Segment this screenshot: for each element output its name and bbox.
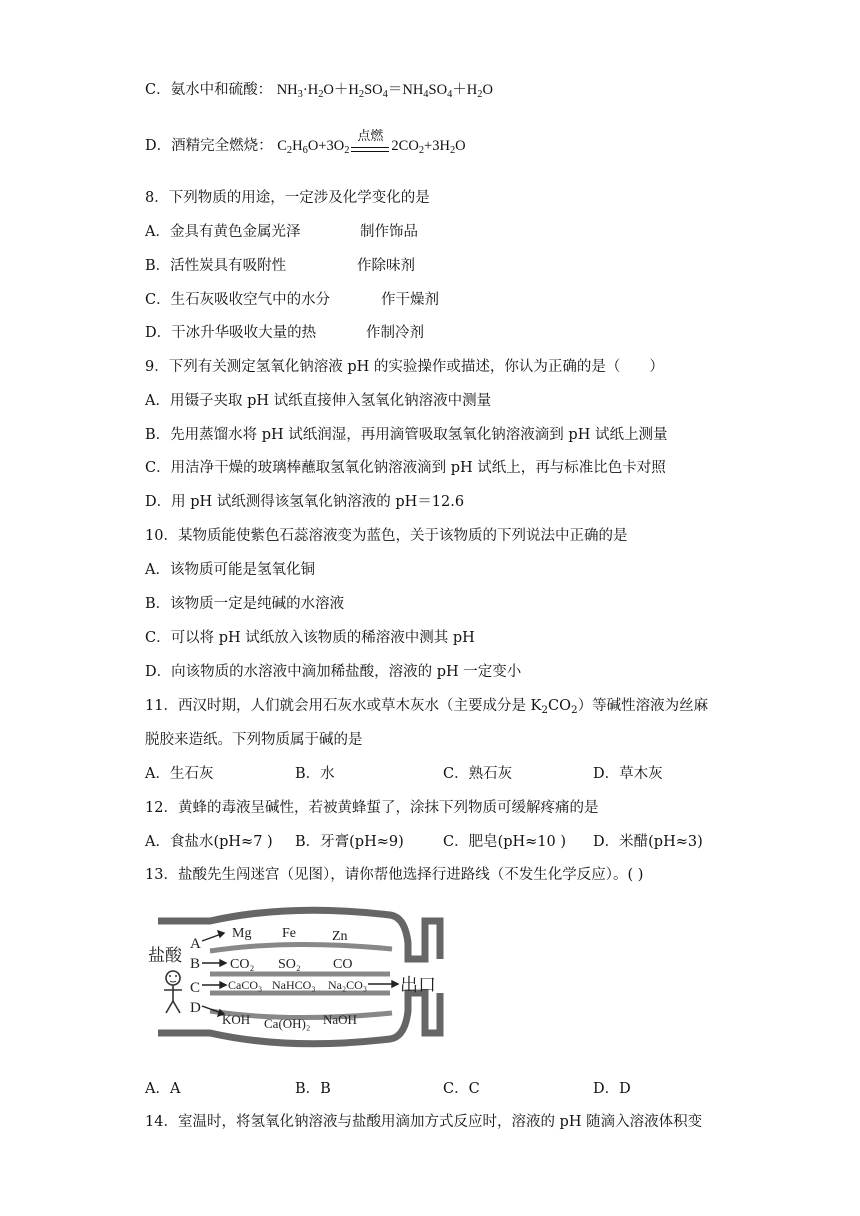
row-b-item-3: CO (333, 957, 353, 972)
row-a-item-3: Zn (332, 929, 348, 944)
q14-stem: 14．室温时，将氢氧化钠溶液与盐酸用滴加方式反应时，溶液的 pH 随滴入溶液体积变 (145, 1114, 703, 1130)
q8-option-c[interactable]: C．生石灰吸收空气中的水分 作干燥剂 (145, 292, 439, 308)
q9-option-c[interactable]: C．用洁净干燥的玻璃棒蘸取氢氧化钠溶液滴到 pH 试纸上，再与标准比色卡对照 (145, 460, 666, 476)
q13-option-d[interactable]: D．D (593, 1081, 631, 1097)
arrow-a (218, 931, 224, 937)
q7c-equation: $NH_3\cdot H_2O+H_2SO_4=NH_4SO_4+H_2O$ (276, 82, 493, 101)
q9-stem: 9．下列有关测定氢氧化钠溶液 pH 的实验操作或描述，你认为正确的是（ ） (145, 359, 664, 375)
q11-stem-line2: 脱胶来造纸。下列物质属于碱的是 (145, 732, 363, 748)
q13-option-b[interactable]: B．B (295, 1081, 331, 1097)
route-a-letter: A (190, 936, 201, 952)
arrow-b (220, 960, 226, 966)
row-c-item-2: NaHCO₃ (272, 978, 316, 992)
row-d-item-2: Ca(OH)₂ (264, 1016, 311, 1031)
q11-option-a[interactable]: A．生石灰 (145, 766, 214, 782)
row-d-item-1: KOH (222, 1012, 251, 1027)
acid-person-icon (164, 971, 182, 1013)
person-label: 盐酸 (148, 946, 182, 965)
q9-option-b[interactable]: B．先用蒸馏水将 pH 试纸润湿，再用滴管吸取氢氧化钠溶液滴到 pH 试纸上测量 (145, 427, 668, 443)
q7c-label: C．氨水中和硫酸： (145, 82, 273, 98)
maze-figure (140, 893, 460, 1053)
q12-option-d[interactable]: D．米醋(pH≈3) (593, 834, 703, 850)
q7d-equation: $C_2H_6O+3O_2$ 点燃 $2CO_2+3H_2O$ (277, 138, 465, 154)
q10-option-d[interactable]: D．向该物质的水溶液中滴加稀盐酸，溶液的 pH 一定变小 (145, 664, 522, 680)
q13-option-c[interactable]: C．C (443, 1081, 480, 1097)
route-c-letter: C (190, 980, 201, 996)
q8-option-b[interactable]: B．活性炭具有吸附性 作除味剂 (145, 258, 415, 274)
q10-stem: 10．某物质能使紫色石蕊溶液变为蓝色，关于该物质的下列说法中正确的是 (145, 528, 628, 544)
row-b-item-1: CO₂ (230, 957, 255, 972)
q12-option-c[interactable]: C．肥皂(pH≈10 ) (443, 834, 567, 850)
q11-option-b[interactable]: B．水 (295, 766, 335, 782)
q7d-label: D．酒精完全燃烧： (145, 138, 273, 154)
q9-option-a[interactable]: A．用镊子夹取 pH 试纸直接伸入氢氧化钠溶液中测量 (145, 393, 492, 409)
q13-option-a[interactable]: A．A (145, 1081, 181, 1097)
row-b-item-2: SO₂ (278, 957, 301, 972)
q8-stem: 8．下列物质的用途，一定涉及化学变化的是 (145, 190, 430, 206)
q10-option-c[interactable]: C．可以将 pH 试纸放入该物质的稀溶液中测其 pH (145, 630, 475, 646)
reaction-condition: 点燃 (349, 135, 391, 159)
divider-1 (210, 944, 392, 951)
row-d-item-3: NaOH (323, 1012, 357, 1027)
q12-stem: 12．黄蜂的毒液呈碱性，若被黄蜂蜇了，涂抹下列物质可缓解疼痛的是 (145, 800, 599, 816)
row-a-item-2: Fe (282, 926, 296, 941)
exit-label: 出口 (400, 975, 436, 995)
q13-stem: 13．盐酸先生闯迷宫（见图），请你帮他选择行进路线（不发生化学反应）。( ) (145, 867, 644, 883)
exit-arrow (392, 981, 398, 987)
route-b-letter: B (190, 956, 201, 972)
q7-option-c (145, 78, 493, 99)
route-d-letter: D (190, 1000, 201, 1016)
q12-option-a[interactable]: A．食盐水(pH≈7 ) (145, 834, 273, 850)
q10-option-b[interactable]: B．该物质一定是纯碱的水溶液 (145, 596, 345, 612)
q7-option-d (145, 127, 466, 159)
q8-option-a[interactable]: A．金具有黄色金属光泽 制作饰品 (145, 224, 418, 240)
q8-option-d[interactable]: D．干冰升华吸收大量的热 作制冷剂 (145, 325, 424, 341)
q12-option-b[interactable]: B．牙膏(pH≈9) (295, 834, 404, 850)
arrow-c (220, 982, 226, 988)
q11-option-c[interactable]: C．熟石灰 (443, 766, 513, 782)
q11-stem: 11．西汉时期，人们就会用石灰水或草木灰水（主要成分是 $K_2CO_2$）等碱性溶液为丝麻 (145, 698, 709, 717)
row-a-item-1: Mg (232, 926, 252, 941)
q10-option-a[interactable]: A．该物质可能是氢氧化铜 (145, 562, 315, 578)
row-c-item-3: Na₂CO₃ (328, 978, 368, 992)
row-c-item-1: CaCO₃ (228, 978, 263, 992)
q11-option-d[interactable]: D．草木灰 (593, 766, 663, 782)
q9-option-d[interactable]: D．用 pH 试纸测得该氢氧化钠溶液的 pH＝12.6 (145, 494, 465, 510)
